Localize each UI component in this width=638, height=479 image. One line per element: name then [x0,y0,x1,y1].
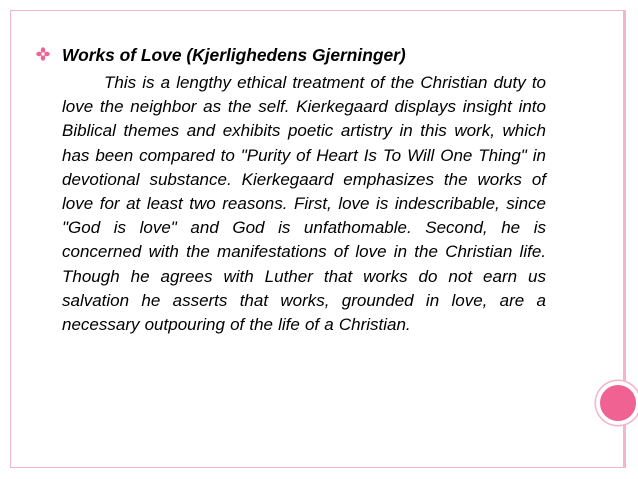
title-main: Works of Love [62,45,182,65]
title-subtitle-danish: Kjerlighedens Gjerninger [192,45,400,65]
title-open-paren: ( [181,45,193,65]
pink-flower-bullet-icon [36,47,50,61]
slide-body-paragraph: This is a lengthy ethical treatment of the Christian duty to love the neighbor as the self. Kierkegaard displays insight into Biblical themes and exhibits poetic artistry in this work, which has been compared to "Purity of Heart Is To Will One Thing" in devotional substance. Kierkegaard emphasizes the works of love for at least two reasons. First, love is indescribable, since "God is love" and God is unfathomable. Second, he is concerned with the manifestations of love in the Christian life. Though he agrees with Luther that works do not earn us salvation he asserts that works, grounded in love, are a necessary outpouring of the life of a Christian. [62,73,546,335]
decorative-pink-circle [596,381,638,425]
title-close-paren: ) [399,45,406,65]
slide-title [62,45,406,65]
